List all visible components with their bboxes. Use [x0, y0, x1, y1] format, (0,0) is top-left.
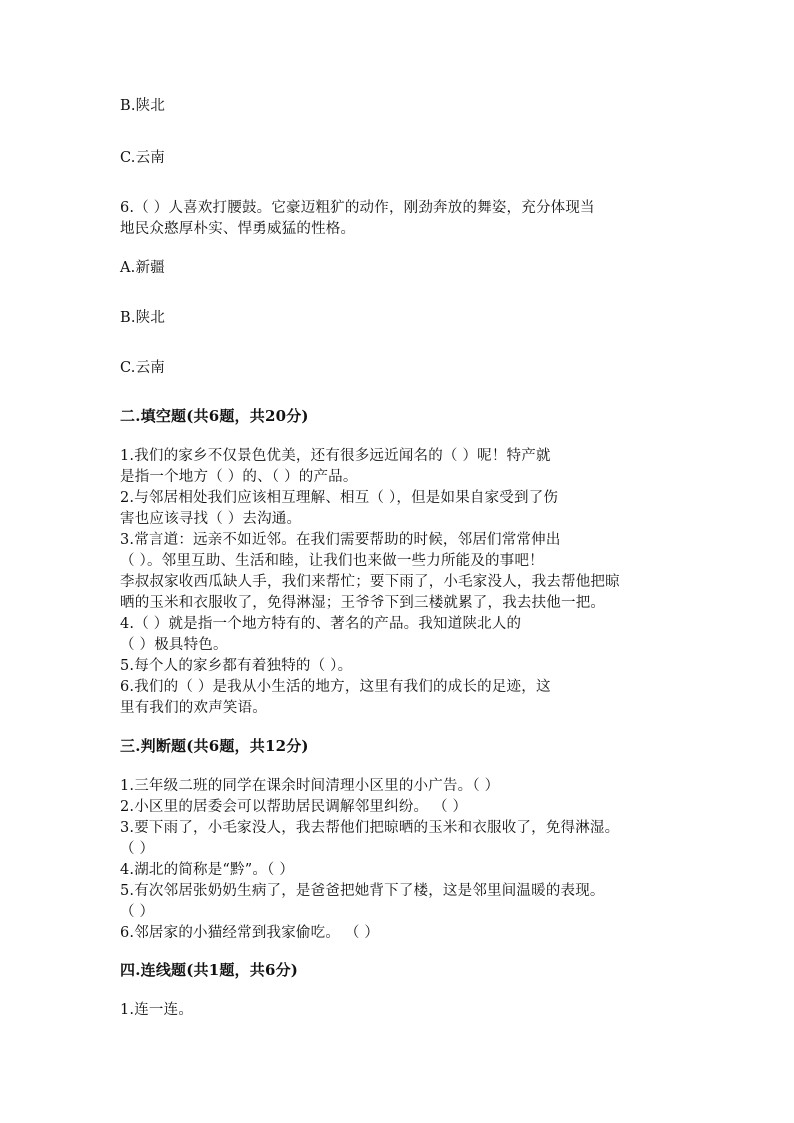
judge-line: 5.有次邻居张奶奶生病了，是爸爸把她背下了楼，这是邻里间温暖的表现。	[120, 883, 605, 899]
judge-line: 6.邻居家的小猫经常到我家偷吃。 （ ）	[120, 925, 380, 941]
q6-option-b: B.陕北	[120, 310, 166, 326]
judge-line: 1.三年级二班的同学在课余时间清理小区里的小广告。（ ）	[120, 778, 500, 794]
q5-option-b: B.陕北	[120, 98, 166, 114]
fill-line: 是指一个地方（ ）的、（ ）的产品。	[120, 469, 358, 485]
fill-line: 2.与邻居相处我们应该相互理解、相互（ ），但是如果自家受到了伤	[120, 490, 559, 506]
judge-line: 4.湖北的简称是“黔”。（ ）	[120, 862, 295, 878]
fill-line: 3.常言道：远亲不如近邻。在我们需要帮助的时候，邻居们常常伸出	[120, 532, 561, 548]
judge-line: 3.要下雨了，小毛家没人，我去帮他们把晾晒的玉米和衣服收了，免得淋湿。	[120, 820, 620, 836]
judge-line: （ ）	[120, 904, 155, 920]
q6-option-c: C.云南	[120, 360, 165, 376]
fill-line: 里有我们的欢声笑语。	[120, 700, 267, 716]
q6-option-a: A.新疆	[120, 260, 165, 276]
judge-line: 2.小区里的居委会可以帮助居民调解邻里纠纷。 （ ）	[120, 799, 468, 815]
fill-line: 5.每个人的家乡都有着独特的（ ）。	[120, 658, 353, 674]
fill-line: （ ）极具特色。	[120, 637, 228, 653]
q6-text-line1: 6.（ ）人喜欢打腰鼓。它豪迈粗犷的动作，刚劲奔放的舞姿，充分体现当	[120, 200, 595, 216]
q5-option-c: C.云南	[120, 150, 165, 166]
fill-line: 晒的玉米和衣服收了，免得淋湿；王爷爷下到三楼就累了，我去扶他一把。	[120, 595, 606, 611]
fill-line: 6.我们的（ ）是我从小生活的地方，这里有我们的成长的足迹，这	[120, 679, 551, 695]
section-heading-true-false: 三.判断题(共6题，共12分)	[120, 737, 309, 755]
section-heading-fill-in: 二.填空题(共6题，共20分)	[120, 407, 309, 425]
fill-line: 1.我们的家乡不仅景色优美，还有很多远近闻名的（ ）呢！特产就	[120, 448, 551, 464]
section-heading-matching: 四.连线题(共1题，共6分)	[120, 961, 299, 979]
fill-line: 4.（ ）就是指一个地方特有的、著名的产品。我知道陕北人的	[120, 616, 522, 632]
fill-line: 李叔叔家收西瓜缺人手，我们来帮忙；要下雨了，小毛家没人，我去帮他把晾	[120, 574, 620, 590]
fill-line: 害也应该寻找（ ）去沟通。	[120, 511, 302, 527]
fill-line: （ ）。邻里互助、生活和睦，让我们也来做一些力所能及的事吧！	[120, 553, 544, 569]
q6-text-line2: 地民众憨厚朴实、悍勇威猛的性格。	[120, 221, 356, 237]
matching-q1: 1.连一连。	[120, 1002, 194, 1018]
judge-line: （ ）	[120, 841, 155, 857]
